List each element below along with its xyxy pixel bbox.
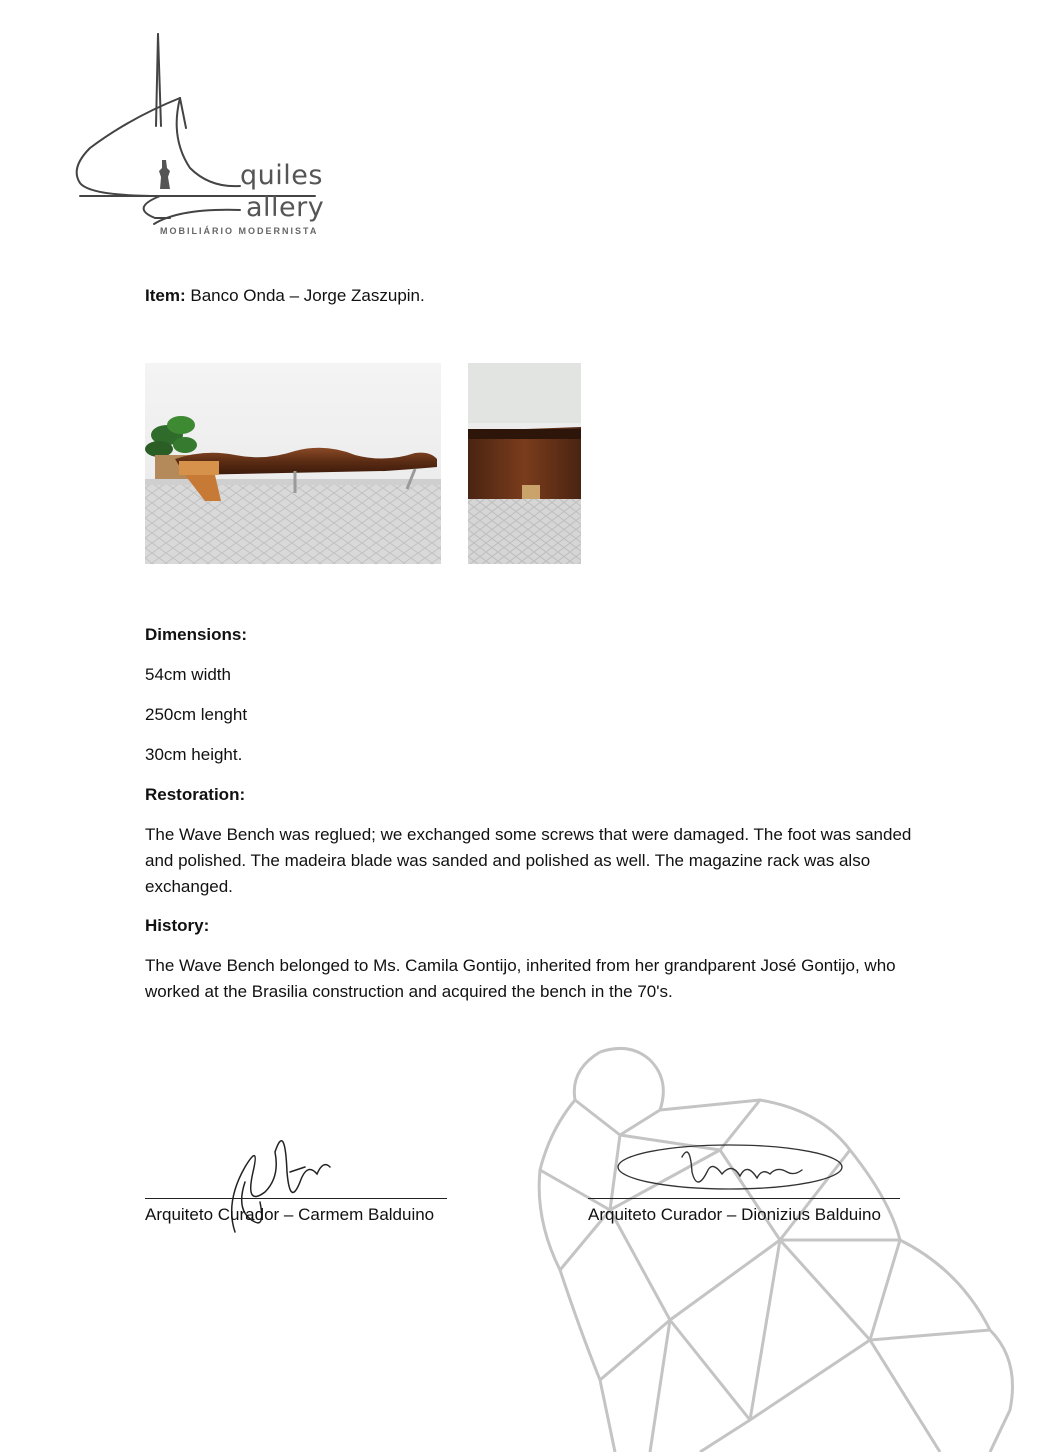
signature-line-2: [588, 1198, 900, 1199]
signature-carmem: [205, 1112, 345, 1247]
item-line: [145, 283, 425, 309]
bench-photo-detail: [468, 363, 581, 564]
restoration-text: The Wave Bench was reglued; we exchanged some screws that were damaged. The foot was sanded and polished. The madeira blade was sanded and polished as well. The magazine rack was also exchanged.: [145, 825, 912, 896]
dimension-height: 30cm height.: [145, 745, 243, 764]
restoration-heading: Restoration:: [145, 785, 246, 804]
dimensions-heading: Dimensions:: [145, 625, 248, 644]
dimension-width: 54cm width: [145, 665, 231, 684]
item-label: Item:: [145, 286, 186, 305]
history-heading: History:: [145, 916, 210, 935]
signature-dionizius: [612, 1132, 862, 1202]
logo-word-quiles: quiles: [240, 160, 323, 191]
map-watermark: [520, 1040, 1048, 1452]
item-value: Banco Onda – Jorge Zaszupin.: [190, 286, 425, 305]
signature-caption-2: Arquiteto Curador – Dionizius Balduino: [588, 1205, 881, 1224]
gallery-logo: [70, 28, 340, 243]
signature-caption-1: Arquiteto Curador – Carmem Balduino: [145, 1205, 435, 1224]
dimension-length: 250cm lenght: [145, 705, 248, 724]
logo-word-allery: allery: [246, 192, 325, 223]
logo-tagline: MOBILIÁRIO MODERNISTA: [160, 226, 319, 236]
history-text: The Wave Bench belonged to Ms. Camila Gontijo, inherited from her grandparent José Gontijo, who worked at the Brasilia construction and acquired the bench in the 70's.: [145, 956, 896, 1001]
signature-line-1: [145, 1198, 447, 1199]
bench-photo-full: [145, 363, 441, 564]
